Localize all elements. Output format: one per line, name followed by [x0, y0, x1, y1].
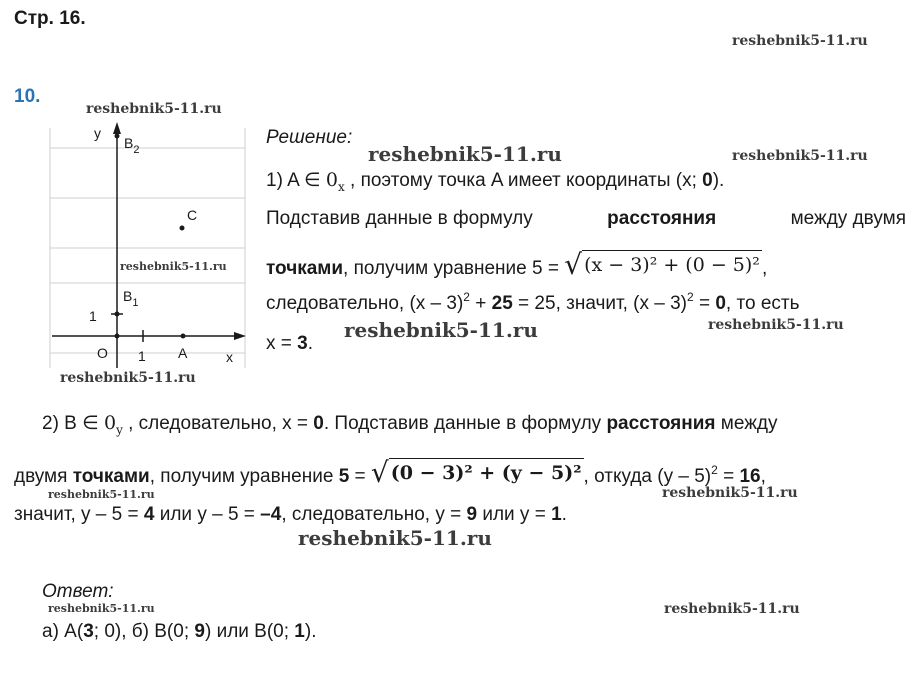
point-b1	[115, 312, 120, 317]
answer-heading: Ответ:	[42, 581, 114, 602]
bold-value: 1	[551, 504, 562, 525]
watermark: reshebnik5-11.ru	[298, 526, 492, 550]
text-span: , то есть	[725, 293, 800, 314]
point-b2	[115, 134, 120, 139]
text-span: , следовательно, x =	[122, 413, 314, 434]
bold-value: 25	[491, 293, 513, 314]
superscript: 2	[711, 463, 718, 477]
text-span: между	[715, 413, 778, 434]
text-span: x =	[266, 333, 298, 354]
bold-term: расстояния	[606, 413, 716, 434]
answer-line	[42, 620, 316, 644]
superscript: 2	[687, 290, 694, 304]
text-span: или y – 5 =	[154, 504, 261, 525]
bold-value: 5	[338, 466, 350, 487]
text-span: . Подставив данные в формулу	[323, 413, 607, 434]
text-span: ,	[761, 258, 768, 279]
graph-grid	[50, 128, 245, 368]
bold-value: 9	[194, 621, 205, 642]
text-span: следовательно, (x – 3)	[266, 293, 464, 314]
task-number: 10.	[14, 86, 41, 107]
bold-value: 0	[702, 170, 713, 191]
text-span: 2) B ∈	[42, 413, 104, 434]
point-c-label: C	[187, 207, 198, 223]
text-span: =	[349, 466, 371, 487]
radical-icon: √	[370, 456, 389, 489]
y-axis-label: y	[94, 125, 101, 141]
page-title: Стр. 16.	[14, 8, 86, 29]
origin-label: O	[97, 345, 108, 361]
watermark: reshebnik5-11.ru	[662, 485, 798, 501]
text-span: =	[717, 466, 740, 487]
watermark: reshebnik5-11.ru	[48, 488, 155, 501]
point-origin	[115, 334, 120, 339]
point-b1-label: $B_1$	[123, 288, 139, 309]
watermark: reshebnik5-11.ru	[48, 602, 155, 615]
bold-term: точками	[266, 258, 344, 279]
x-axis-label: x	[226, 349, 233, 365]
text-span: 1) A ∈	[266, 170, 326, 191]
bold-value: 16	[739, 466, 761, 487]
bold-value: 9	[466, 504, 478, 525]
text-span: значит, y – 5 =	[14, 504, 144, 525]
watermark: reshebnik5-11.ru	[732, 33, 868, 49]
radical-icon: √	[564, 248, 583, 281]
x-tick-label: 1	[138, 348, 146, 364]
solution-step2-line1	[42, 411, 778, 437]
solution-step1-line2	[266, 207, 906, 231]
bold-value: 0	[313, 413, 324, 434]
y-tick-label: 1	[89, 308, 97, 324]
solution-step1-line3	[266, 250, 767, 281]
sqrt-expression	[564, 248, 762, 281]
watermark: reshebnik5-11.ru	[732, 148, 868, 164]
text-span: , следовательно, y =	[281, 504, 467, 525]
text-span: ) или B(0;	[204, 621, 295, 642]
text-span: , поэтому точка A имеет координаты (x;	[344, 170, 703, 191]
text-span: .	[307, 333, 314, 354]
text-span: Подставив данные в формулу	[266, 208, 533, 229]
text-span: ,	[760, 466, 766, 487]
bold-value: 0	[715, 293, 726, 314]
solution-step1-line4	[266, 292, 799, 317]
bold-value: 3	[83, 621, 94, 642]
text-span: , получим уравнение 5 =	[343, 258, 565, 279]
bold-value: 3	[297, 333, 308, 354]
text-span: , откуда (y – 5)	[583, 466, 712, 487]
point-c	[180, 226, 185, 231]
bold-term: расстояния	[607, 208, 717, 229]
text-span: или y =	[477, 504, 552, 525]
bold-term: точками	[72, 466, 150, 487]
text-span: ; 0), б) B(0;	[93, 621, 195, 642]
watermark: reshebnik5-11.ru	[86, 101, 222, 117]
watermark: reshebnik5-11.ru	[664, 601, 800, 617]
bold-value: 4	[143, 504, 155, 525]
text-span: =	[693, 293, 716, 314]
set-subscript: y	[116, 423, 123, 437]
solution-step1-line5	[266, 332, 313, 356]
point-a	[181, 334, 186, 339]
set-symbol: 0	[103, 412, 117, 434]
y-axis-arrow-icon	[113, 122, 121, 134]
watermark: reshebnik5-11.ru	[708, 317, 844, 333]
watermark: reshebnik5-11.ru	[120, 260, 227, 273]
solution-heading: Решение:	[266, 127, 353, 148]
text-span: между двумя	[790, 208, 906, 229]
radicand: (x − 3)² + (0 − 5)²	[582, 250, 762, 277]
x-axis-arrow-icon	[234, 332, 246, 340]
text-span: ).	[304, 621, 317, 642]
watermark: reshebnik5-11.ru	[344, 318, 538, 342]
set-symbol: 0	[325, 169, 338, 191]
set-subscript: x	[337, 180, 345, 194]
sqrt-expression	[370, 456, 584, 489]
bold-value: 1	[294, 621, 305, 642]
text-span: +	[469, 293, 492, 314]
bold-value: –4	[260, 504, 282, 525]
coordinate-graph	[40, 118, 260, 378]
solution-step2-line2	[14, 458, 766, 490]
watermark: reshebnik5-11.ru	[60, 370, 196, 386]
point-a-label: A	[178, 345, 188, 361]
text-span: ).	[712, 170, 725, 191]
text-span: двумя	[14, 466, 73, 487]
text-span: .	[561, 504, 567, 525]
radicand: (0 − 3)² + (y − 5)²	[389, 458, 584, 485]
watermark: reshebnik5-11.ru	[368, 142, 562, 166]
point-b2-label: $B_2$	[124, 135, 140, 156]
text-span: а) A(	[42, 621, 84, 642]
solution-step1-line1	[266, 168, 724, 194]
superscript: 2	[463, 290, 470, 304]
text-span: , получим уравнение	[149, 466, 339, 487]
text-span: = 25, значит, (x – 3)	[512, 293, 687, 314]
solution-step2-line3	[14, 503, 567, 527]
